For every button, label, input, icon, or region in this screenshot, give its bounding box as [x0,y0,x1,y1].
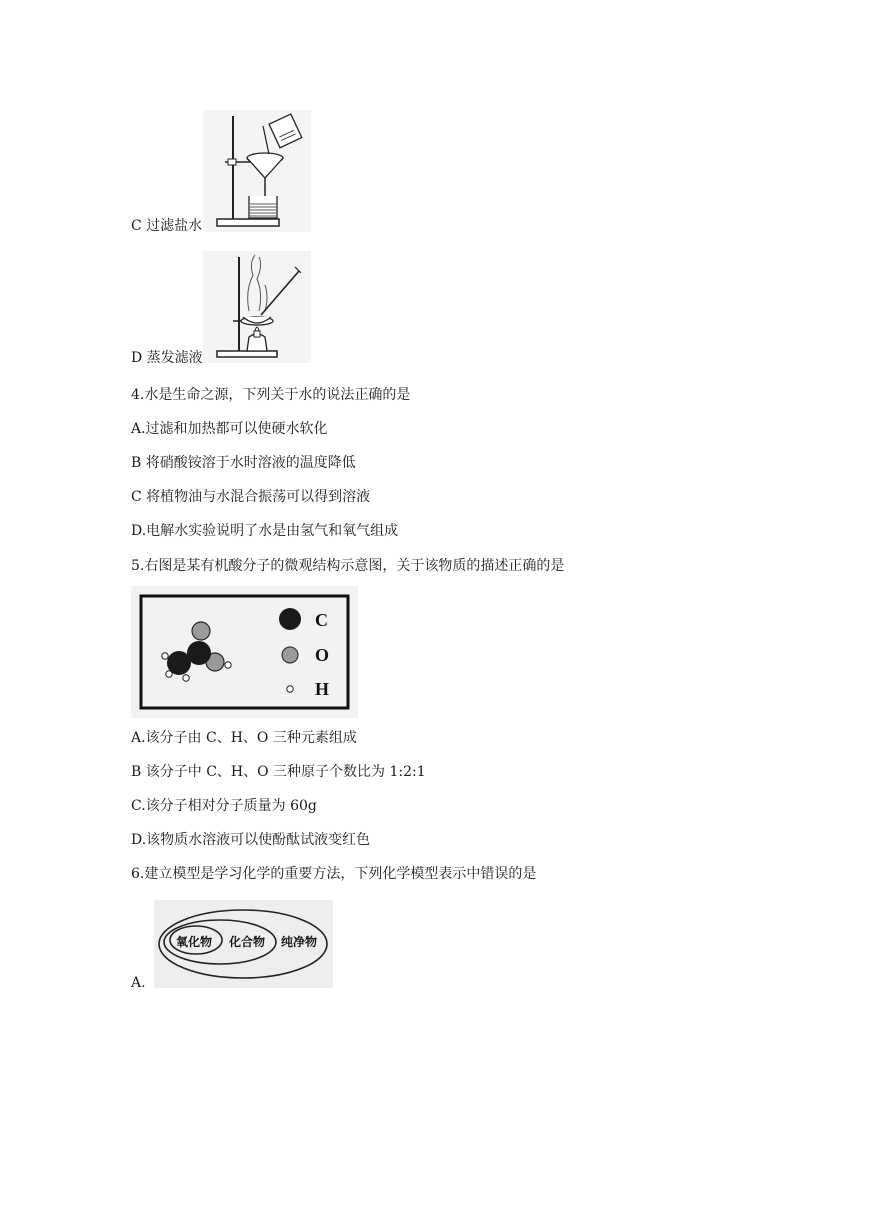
item-c-label: C 过滤盐水 [131,218,203,234]
filtration-apparatus-figure [203,110,311,232]
legend-o: O [315,645,330,665]
q6-option-a-label: A. [131,975,146,991]
hydrogen-atom [225,662,231,668]
legend-h: H [315,679,330,699]
legend-c: C [315,610,328,630]
q4-option-d: D.电解水实验说明了水是由氢气和氧气组成 [131,523,399,539]
item-d-label: D 蒸发滤液 [131,350,203,366]
q4-option-b: B 将硝酸铵溶于水时溶液的温度降低 [131,455,356,471]
q5-option-d: D.该物质水溶液可以使酚酞试液变红色 [131,832,371,848]
carbon-legend-icon [279,608,301,630]
q4-option-c: C 将植物油与水混合振荡可以得到溶液 [131,489,371,505]
molecule-structure-figure [131,586,358,718]
hydrogen-legend-icon [287,686,293,692]
q5-option-b: B 该分子中 C、H、O 三种原子个数比为 1:2:1 [131,764,426,780]
q5-option-a: A.该分子由 C、H、O 三种元素组成 [131,730,357,746]
venn-diagram-figure [154,900,333,988]
q4-stem: 4.水是生命之源，下列关于水的说法正确的是 [131,387,411,403]
venn-inner-label: 氧化物 [176,935,213,949]
evaporation-apparatus-figure [203,251,311,363]
hydrogen-atom [166,671,172,677]
q6-stem: 6.建立模型是学习化学的重要方法，下列化学模型表示中错误的是 [131,866,537,882]
venn-outer-label: 纯净物 [281,935,318,949]
oxygen-atom [192,622,210,640]
hydrogen-atom [183,675,189,681]
q4-option-a: A.过滤和加热都可以使硬水软化 [131,421,328,437]
q5-option-c: C.该分子相对分子质量为 60g [131,798,317,814]
venn-middle-label: 化合物 [229,935,266,949]
oxygen-legend-icon [282,647,298,663]
hydrogen-atom [162,653,168,659]
q5-stem: 5.右图是某有机酸分子的微观结构示意图，关于该物质的描述正确的是 [131,558,565,574]
